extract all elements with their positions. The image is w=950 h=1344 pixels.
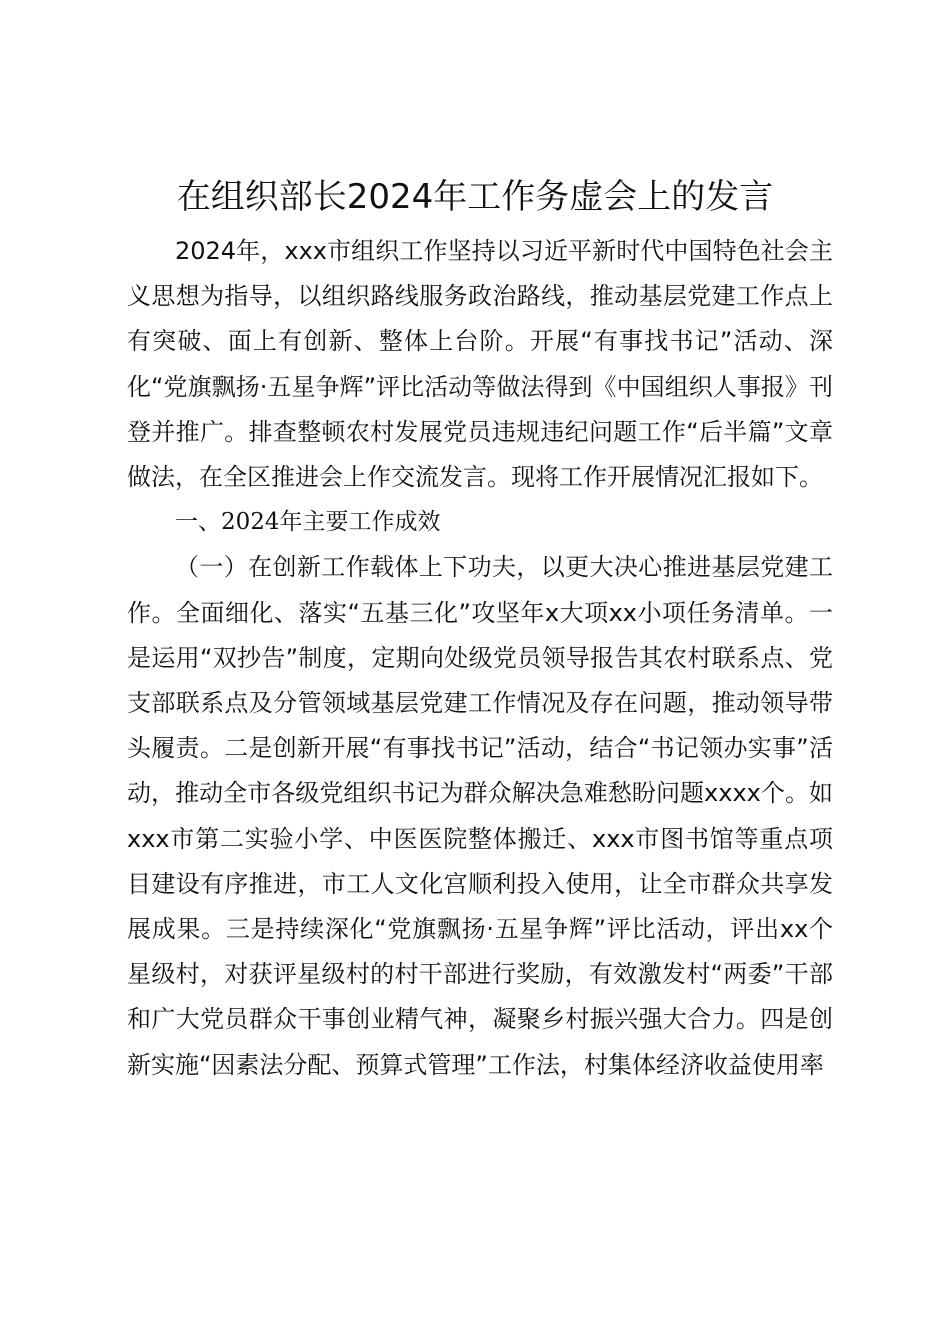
section-heading: 一、2024年主要工作成效	[175, 509, 441, 536]
document-body	[127, 229, 833, 1088]
intro-paragraph: 2024年，xxx市组织工作坚持以习近平新时代中国特色社会主义思想为指导，以组织路线服务政治路线，推动基层党建工作点上有突破、面上有创新、整体上台阶。开展“有事找书记”活动、深化“党旗飘扬·五星争辉”评比活动等做法得到《中国组织人事报》刊登并推广。排查整顿农村发展党员违规违纪问题工作“后半篇”文章做法，在全区推进会上作交流发言。现将工作开展情况汇报如下。	[127, 237, 833, 492]
subsection-body: 全面细化、落实“五基三化”攻坚年x大项xx小项任务清单。一是运用“双抄告”制度，定期向处级党员领导报告其农村联系点、党支部联系点及分管领域基层党建工作情况及存在问题，推动领导带头履责。二是创新开展“有事找书记”活动，结合“书记领办实事”活动，推动全市各级党组织书记为群众解决急难愁盼问题xxxx个。如xxx市第二实验小学、中医医院整体搬迁、xxx市图书馆等重点项目建设有序推进，市工人文化宫顺利投入使用，让全市群众共享发展成果。三是持续深化“党旗飘扬·五星争辉”评比活动，评出xx个星级村，对获评星级村的村干部进行奖励，有效激发村“两委”干部和广大党员群众干事创业精气神，凝聚乡村振兴强大合力。四是创新实施“因素法分配、预算式管理”工作法，村集体经济收益使用率	[127, 598, 834, 1079]
document-title: 在组织部长2024年工作务虚会上的发言	[176, 177, 774, 217]
subsection-heading: （一）在创新工作载体上下功夫，以更大决心推进基层党建工作。	[127, 553, 833, 627]
section-paragraph	[127, 545, 833, 1087]
